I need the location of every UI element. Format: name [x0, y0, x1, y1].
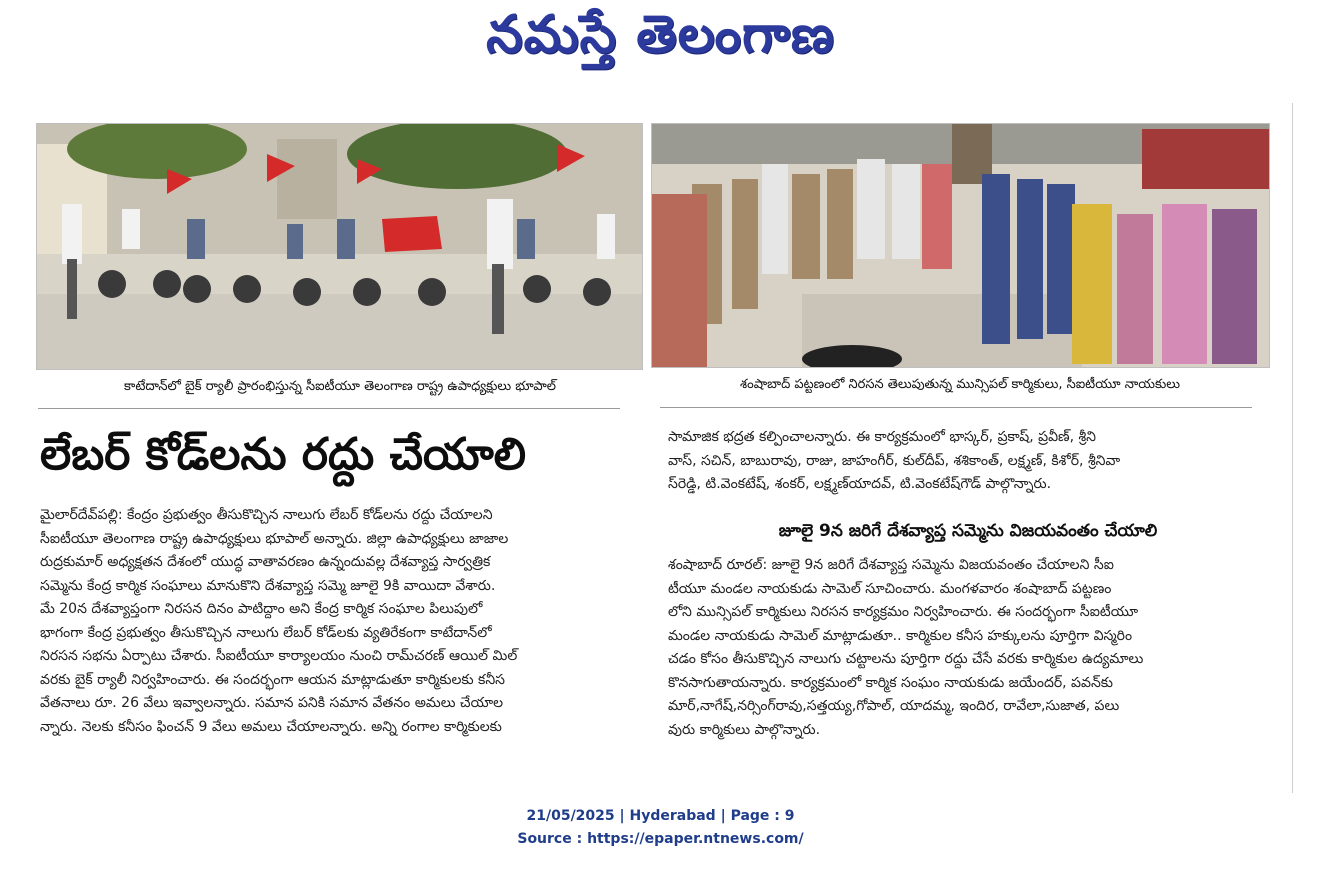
body-line: వురు కార్మికులు పాల్గొన్నారు. [668, 721, 821, 738]
body-line: సమ్మెను కేంద్ర కార్మిక సంఘాలు మానుకొని దేశవ్యాప్త సమ్మె జూలై 9కి వాయిదా వేశారు. [40, 577, 496, 594]
body-line: కొనసాగుతాయన్నారు. కార్యక్రమంలో కార్మిక సంఘం నాయకుడు జయేందర్, పవన్‌కు [668, 674, 1113, 691]
body-line: చడం కోసం తీసుకొచ్చిన నాలుగు చట్టాలను పూర్తిగా రద్దు చేసే వరకు కార్మికుల ఉద్యమాలు [668, 651, 1144, 667]
body-line: సామాజిక భద్రత కల్పించాలన్నారు. ఈ కార్యక్రమంలో భాస్కర్, ప్రకాష్, ప్రవీణ్, శ్రీని [668, 429, 1097, 445]
protest-illustration [652, 124, 1269, 367]
body-line: వాస్, సచిన్, బాబురావు, రాజు, జాహంగీర్, కుల్‌దీప్, శశికాంత్, లక్ష్మణ్, కిశోర్, శ్రీనివా [668, 452, 1121, 469]
article-body-continuation [668, 426, 1268, 497]
bike-rally-illustration [37, 124, 642, 369]
body-line: వేతనాలు రూ. 26 వేలు ఇవ్వాలన్నారు. సమాన పనికి సమాన వేతనం అమలు చేయాల [40, 695, 503, 711]
body-line: వరకు బైక్ ర్యాలీ నిర్వహించారు. ఈ సందర్భంగా ఆయన మాట్లాడుతూ కార్మికులకు కనీస [40, 671, 505, 688]
body-line: న్నారు. నెలకు కనీసం ఫించన్ 9 వేలు అమలు చేయాలన్నారు. అన్ని రంగాల కార్మికులకు [40, 718, 502, 735]
body-line: మండల నాయకుడు సామెల్ మాట్లాడుతూ.. కార్మికుల కనీస హక్కులను పూర్తిగా విస్మరిం [668, 627, 1133, 644]
photo-caption-left: కాటేదాన్‌లో బైక్ ర్యాలీ ప్రారంభిస్తున్న సీఐటీయూ తెలంగాణ రాష్ట్ర ఉపాధ్యక్షులు భూపాల్ [124, 379, 556, 394]
body-line: నిరసన సభను ఏర్పాటు చేశారు. సీఐటీయూ కార్యాలయం నుంచి రామ్‌చరణ్ ఆయిల్ మిల్ [40, 648, 518, 664]
body-line: మే 20న దేశవ్యాప్తంగా నిరసన దినం పాటిద్దాం అని కేంద్ర కార్మిక సంఘాల పిలుపులో [40, 601, 483, 617]
body-line: భాగంగా కేంద్ర ప్రభుత్వం తీసుకొచ్చిన నాలుగు లేబర్ కోడ్‌లకు వ్యతిరేకంగా కాటేదాన్‌లో [40, 624, 492, 641]
masthead [0, 0, 1321, 82]
body-line: స్‌రెడ్డి, టి.వెంకటేష్, శంకర్, లక్ష్మణ్‌యాదవ్, టి.వెంకటేష్‌గౌడ్ పాల్గొన్నారు. [668, 476, 1052, 492]
divider-right [660, 407, 1252, 408]
article-body-left [40, 504, 640, 739]
body-line: రుద్రకుమార్ అధ్యక్షతన దేశంలో యుద్ధ వాతావరణం ఉన్నందువల్ల దేశవ్యాప్త సార్వత్రిక [40, 554, 491, 570]
photo-municipal-protest [651, 123, 1270, 368]
page-edge-line [1292, 103, 1293, 793]
body-line: మైలార్‌దేవ్‌పల్లి: కేంద్రం ప్రభుత్వం తీసుకొచ్చిన నాలుగు లేబర్ కోడ్‌లను రద్దు చేయాలని [40, 507, 493, 523]
photo-caption-right: శంషాబాద్ పట్టణంలో నిరసన తెలుపుతున్న మున్సిపల్ కార్మికులు, సీఐటీయూ నాయకులు [740, 377, 1180, 392]
article-headline: లేబర్ కోడ్‌లను రద్దు చేయాలి [40, 429, 526, 480]
body-line: మార్,నాగేష్,నర్సింగ్‌రావు,సత్తయ్య,గోపాల్, యాదమ్మ, ఇందిర, రావేలా,సుజాత, పలు [668, 698, 1120, 714]
photo-bike-rally [36, 123, 643, 370]
body-line: సీఐటీయూ తెలంగాణ రాష్ట్ర ఉపాధ్యక్షులు భూపాల్ అన్నారు. జిల్లా ఉపాధ్యక్షులు జాజాల [40, 530, 509, 547]
newspaper-logo: నమస్తే తెలంగాణ [486, 4, 835, 65]
divider-left [38, 408, 620, 409]
body-line: లోని మున్సిపల్ కార్మికులు నిరసన కార్యక్రమం నిర్వహించారు. ఈ సందర్భంగా సీఐటీయూ [668, 604, 1139, 620]
body-line: శంషాబాద్ రూరల్: జూలై 9న జరిగే దేశవ్యాప్త సమ్మెను విజయవంతం చేయాలని సీఐ [668, 557, 1114, 573]
article2-body [668, 554, 1268, 742]
footer-source-link[interactable]: Source : https://epaper.ntnews.com/ [517, 831, 804, 847]
footer-date-page: 21/05/2025 | Hyderabad | Page : 9 [526, 808, 795, 824]
article2-headline: జూలై 9న జరిగే దేశవ్యాప్త సమ్మెను విజయవంతం చేయాలి [778, 521, 1158, 541]
body-line: టీయూ మండల నాయకుడు సామెల్ సూచించారు. మంగళవారం శంషాబాద్ పట్టణం [668, 580, 1112, 597]
